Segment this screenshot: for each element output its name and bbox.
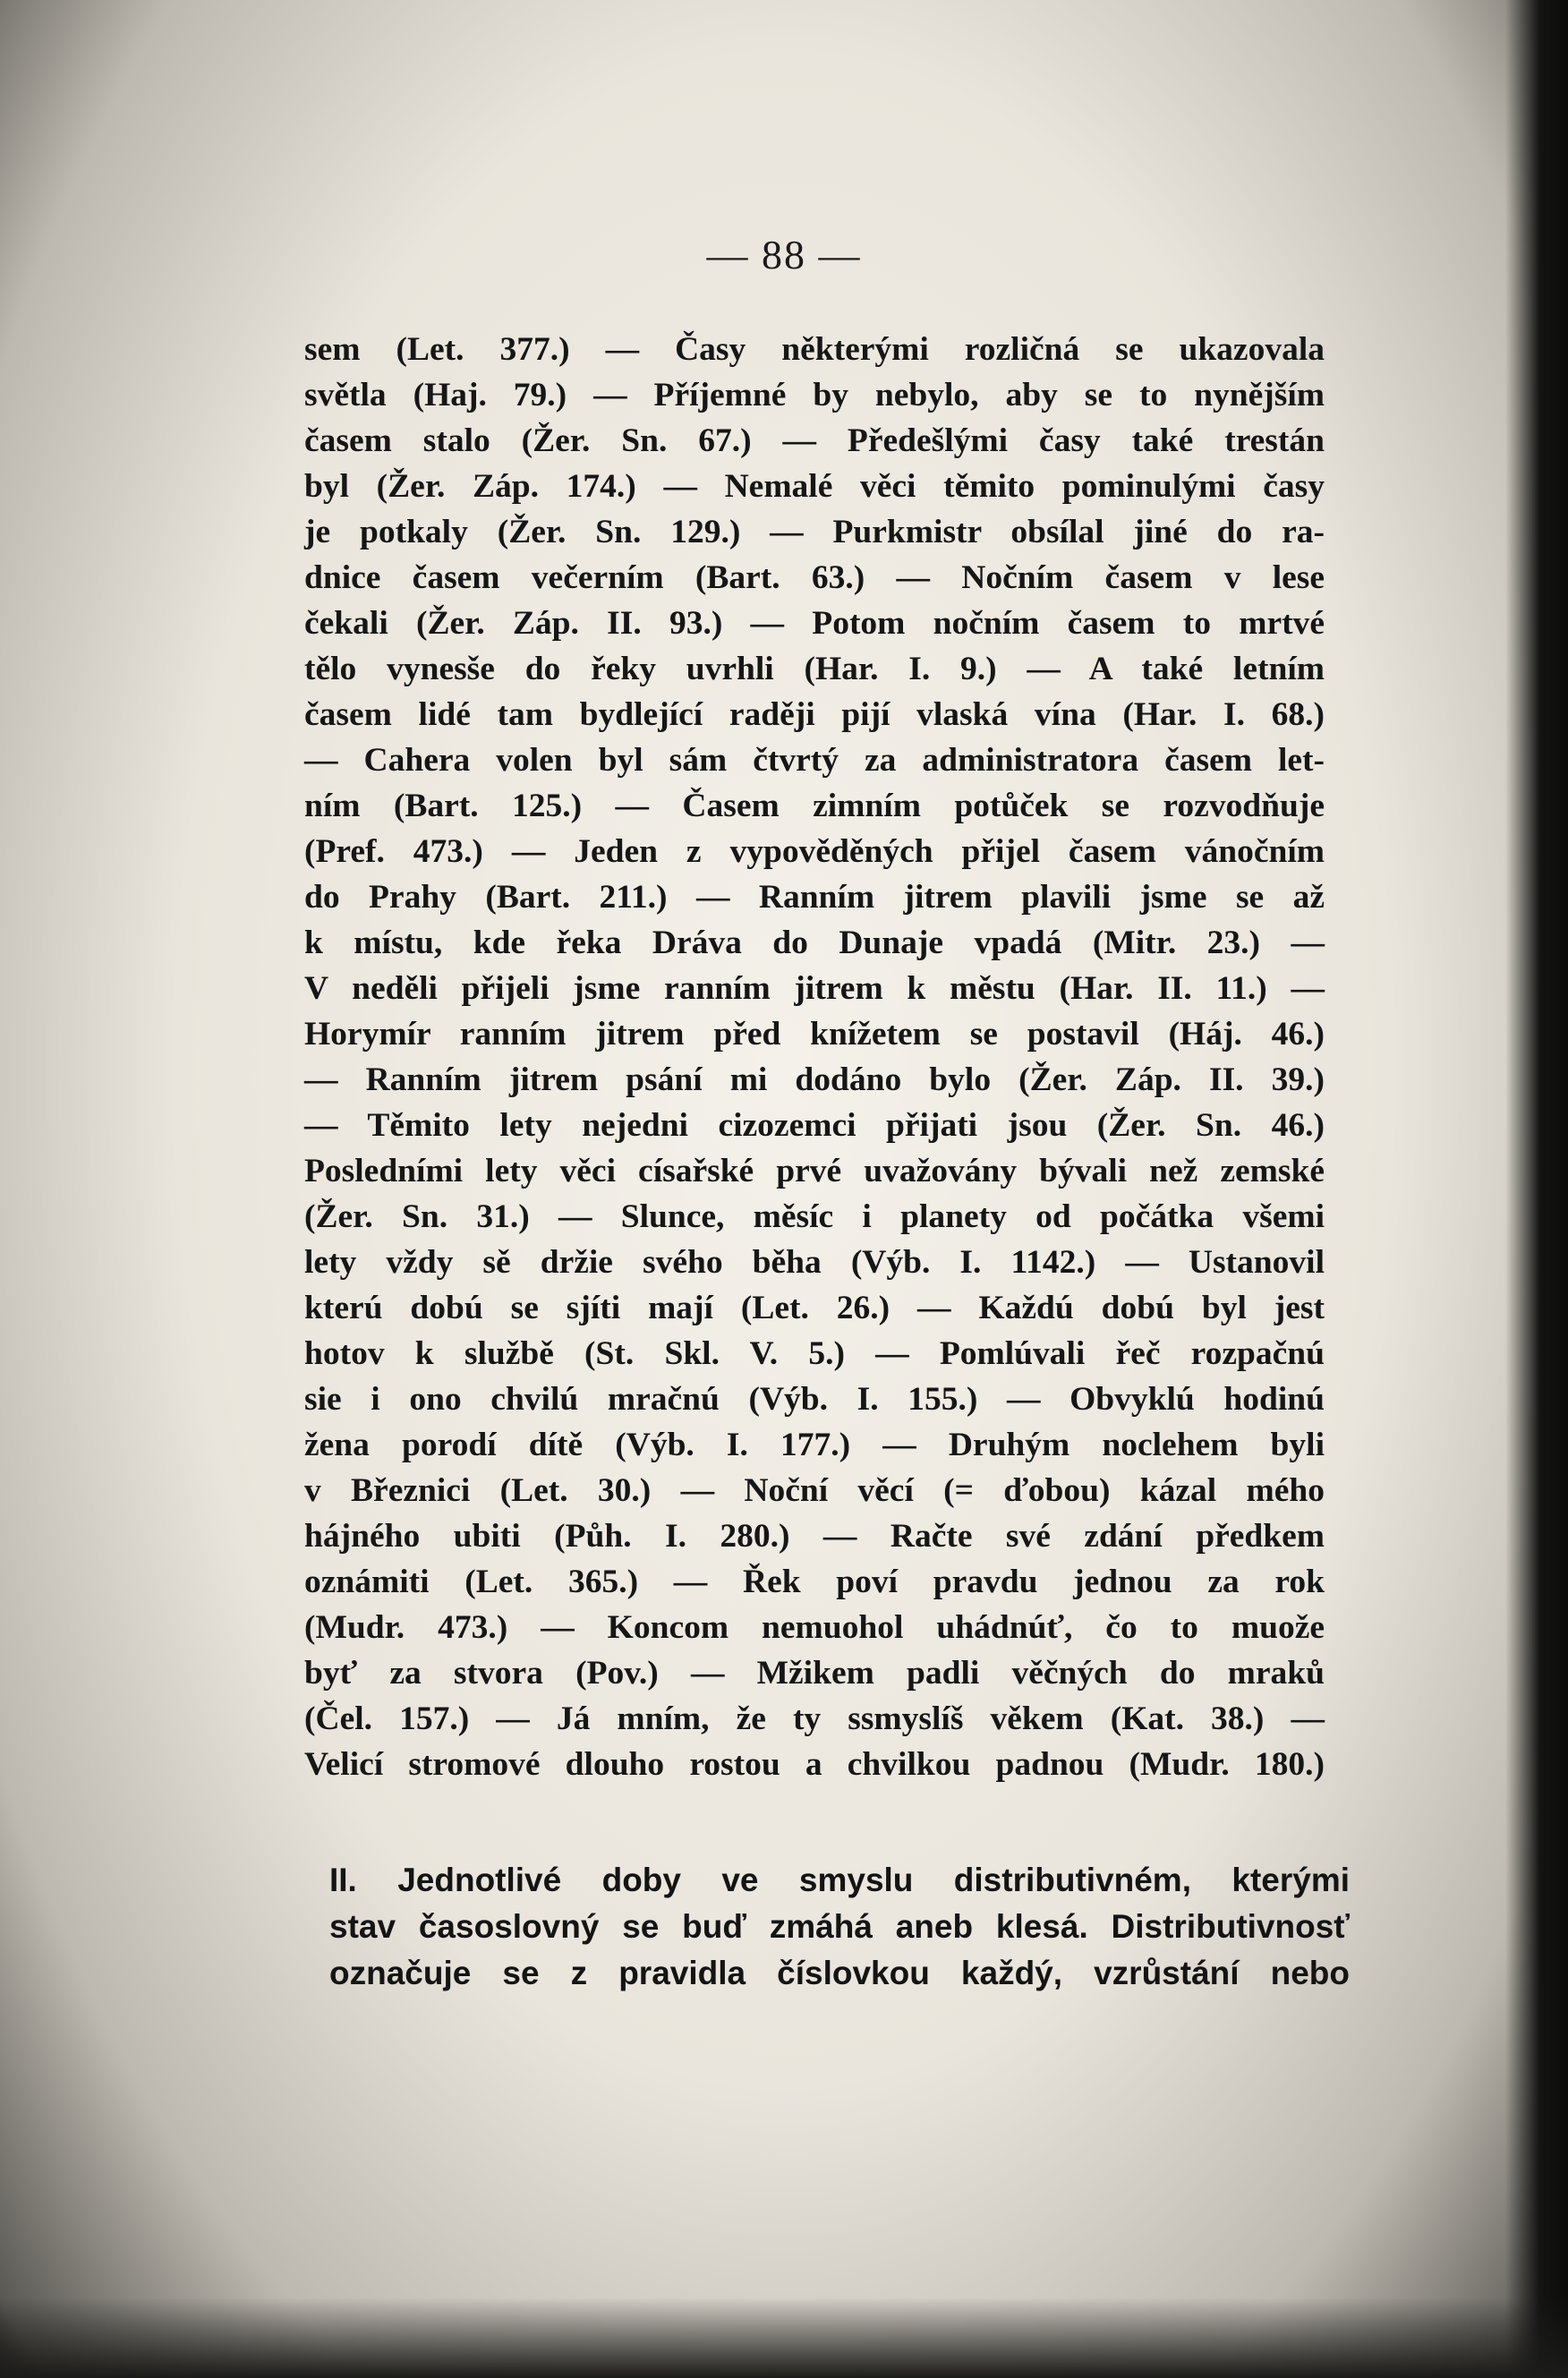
text-line: k místu, kde řeka Dráva do Dunaje vpadá (Mitr. 23.) — — [304, 925, 1325, 961]
text-line: ním (Bart. 125.) — Časem zimním potůček se rozvodňuje — [304, 788, 1325, 824]
text-line: hotov k službě (St. Skl. V. 5.) — Pomlúvali řeč rozpačnú — [304, 1335, 1325, 1372]
text-line: je potkaly (Žer. Sn. 129.) — Purkmistr obsílal jiné do ra- — [304, 514, 1325, 550]
section-heading — [329, 1857, 1350, 1997]
text-line: V neděli přijeli jsme ranním jitrem k městu (Har. II. 11.) — — [304, 970, 1325, 1007]
text-line: sem (Let. 377.) — Časy některými rozličná se ukazovala — [304, 331, 1325, 368]
text-line: žena porodí dítě (Výb. I. 177.) — Druhým noclehem byli — [304, 1427, 1325, 1463]
text-line: tělo vynesše do řeky uvrhli (Har. I. 9.) — A také letním — [304, 651, 1325, 687]
text-line: byť za stvora (Pov.) — Mžikem padli věčných do mraků — [304, 1655, 1325, 1692]
text-line: Horymír ranním jitrem před knížetem se postavil (Háj. 46.) — [304, 1016, 1325, 1053]
text-line: dnice časem večerním (Bart. 63.) — Nočním časem v lese — [304, 559, 1325, 596]
body-paragraph — [304, 327, 1325, 1787]
text-line: lety vždy sě držie svého běha (Výb. I. 1142.) — Ustanovil — [304, 1244, 1325, 1281]
text-line: hájného ubiti (Půh. I. 280.) — Račte své zdání předkem — [304, 1518, 1325, 1555]
text-line: časem stalo (Žer. Sn. 67.) — Předešlými časy také trestán — [304, 422, 1325, 459]
text-line: Posledními lety věci císařské prvé uvažovány bývali než zemské — [304, 1153, 1325, 1189]
text-line: (Žer. Sn. 31.) — Slunce, měsíc i planety od počátka všemi — [304, 1198, 1325, 1235]
text-line: byl (Žer. Záp. 174.) — Nemalé věci těmito pominulými časy — [304, 468, 1325, 505]
page-bottom-shadow — [0, 2297, 1568, 2378]
text-line: do Prahy (Bart. 211.) — Ranním jitrem plavili jsme se až — [304, 879, 1325, 916]
text-line: — Ranním jitrem psání mi dodáno bylo (Žer. Záp. II. 39.) — [304, 1061, 1325, 1098]
text-line: (Čel. 157.) — Já mním, že ty ssmyslíš věkem (Kat. 38.) — — [304, 1700, 1325, 1737]
text-line: časem lidé tam bydlející raději pijí vlaská vína (Har. I. 68.) — [304, 696, 1325, 733]
heading-line: II. Jednotlivé doby ve smyslu distributivném, kterými — [329, 1862, 1350, 1898]
page-number: — 88 — — [706, 232, 862, 277]
text-line: (Mudr. 473.) — Koncom nemuohol uhádnúť, čo to muože — [304, 1609, 1325, 1646]
text-line: světla (Haj. 79.) — Příjemné by nebylo, aby se to nynějším — [304, 377, 1325, 413]
text-line: Velicí stromové dlouho rostou a chvilkou padnou (Mudr. 180.) — [304, 1746, 1325, 1783]
book-binding-shadow — [1505, 0, 1568, 2378]
text-line: v Březnici (Let. 30.) — Noční věcí (= ďobou) kázal mého — [304, 1472, 1325, 1509]
text-line: oznámiti (Let. 365.) — Řek poví pravdu jednou za rok — [304, 1564, 1325, 1600]
heading-line: stav časoslovný se buď zmáhá aneb klesá. Distributivnosť — [329, 1908, 1350, 1945]
text-line: (Pref. 473.) — Jeden z vypověděných přijel časem vánočním — [304, 833, 1325, 870]
text-line: sie i ono chvilú mračnú (Výb. I. 155.) — Obvyklú hodinú — [304, 1381, 1325, 1418]
text-line: — Těmito lety nejedni cizozemci přijati jsou (Žer. Sn. 46.) — [304, 1107, 1325, 1144]
heading-line: označuje se z pravidla číslovkou každý, vzrůstání nebo — [329, 1955, 1350, 1991]
text-line: čekali (Žer. Záp. II. 93.) — Potom nočním časem to mrtvé — [304, 605, 1325, 642]
text-line: — Cahera volen byl sám čtvrtý za administratora časem let- — [304, 742, 1325, 779]
text-line: kterú dobú se sjíti mají (Let. 26.) — Každú dobú byl jest — [304, 1290, 1325, 1326]
